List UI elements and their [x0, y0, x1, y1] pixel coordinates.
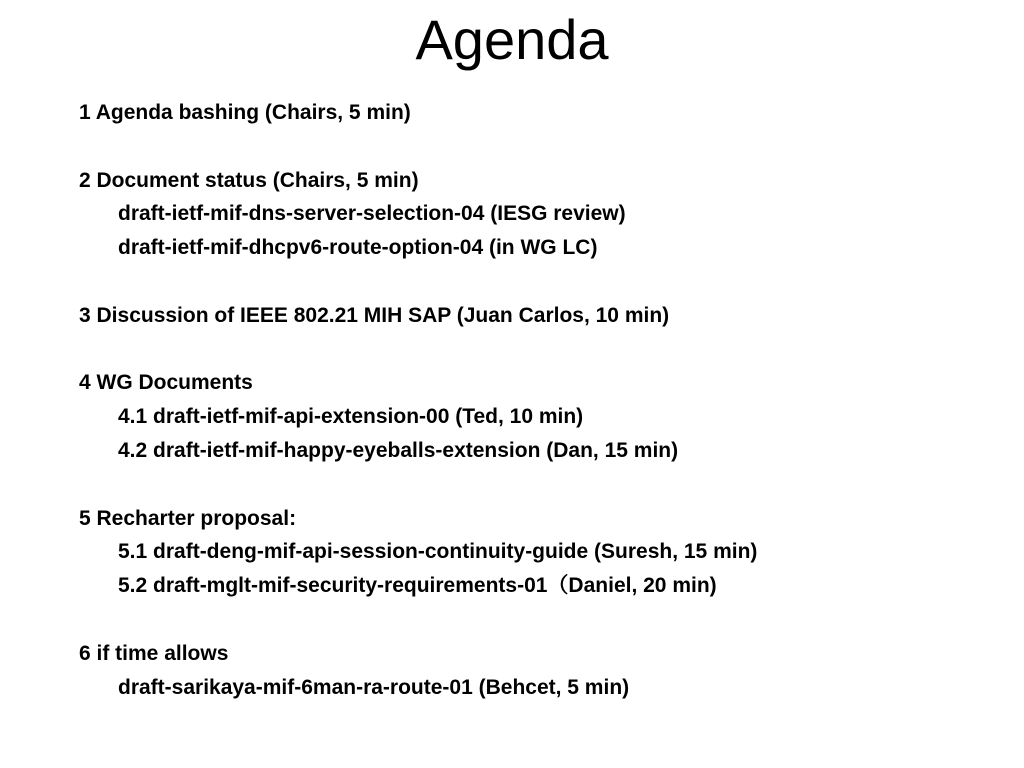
- agenda-subitem-4-2: 4.2 draft-ietf-mif-happy-eyeballs-extension (Dan, 15 min): [118, 438, 679, 462]
- agenda-item-3: 3 Discussion of IEEE 802.21 MIH SAP (Juan Carlos, 10 min): [79, 303, 670, 327]
- agenda-subitem-2-1: draft-ietf-mif-dns-server-selection-04 (IESG review): [118, 202, 626, 226]
- agenda-subitem-2-2: draft-ietf-mif-dhcpv6-route-option-04 (in WG LC): [118, 236, 598, 260]
- agenda-subitem-4-1: 4.1 draft-ietf-mif-api-extension-00 (Ted, 10 min): [118, 405, 584, 429]
- agenda-item-1: 1 Agenda bashing (Chairs, 5 min): [79, 101, 411, 124]
- agenda-spacer: [79, 333, 1009, 367]
- agenda-item-5: 5 Recharter proposal:: [79, 506, 297, 530]
- agenda-spacer: [79, 130, 1009, 164]
- agenda-item-6: 6 if time allows: [79, 641, 229, 665]
- agenda-subitem-5-2: 5.2 draft-mglt-mif-security-requirements-01（Daniel, 20 min): [118, 574, 717, 598]
- slide-title: Agenda: [415, 8, 609, 71]
- agenda-list: [79, 96, 1009, 704]
- agenda-subitem-5-1: 5.1 draft-deng-mif-api-session-continuity-guide (Suresh, 15 min): [118, 540, 758, 564]
- agenda-spacer: [79, 603, 1009, 637]
- agenda-spacer: [79, 265, 1009, 299]
- agenda-item-4: 4 WG Documents: [79, 371, 253, 395]
- agenda-item-2: 2 Document status (Chairs, 5 min): [79, 168, 419, 192]
- agenda-subitem-6-1: draft-sarikaya-mif-6man-ra-route-01 (Behcet, 5 min): [118, 675, 630, 699]
- agenda-spacer: [79, 468, 1009, 502]
